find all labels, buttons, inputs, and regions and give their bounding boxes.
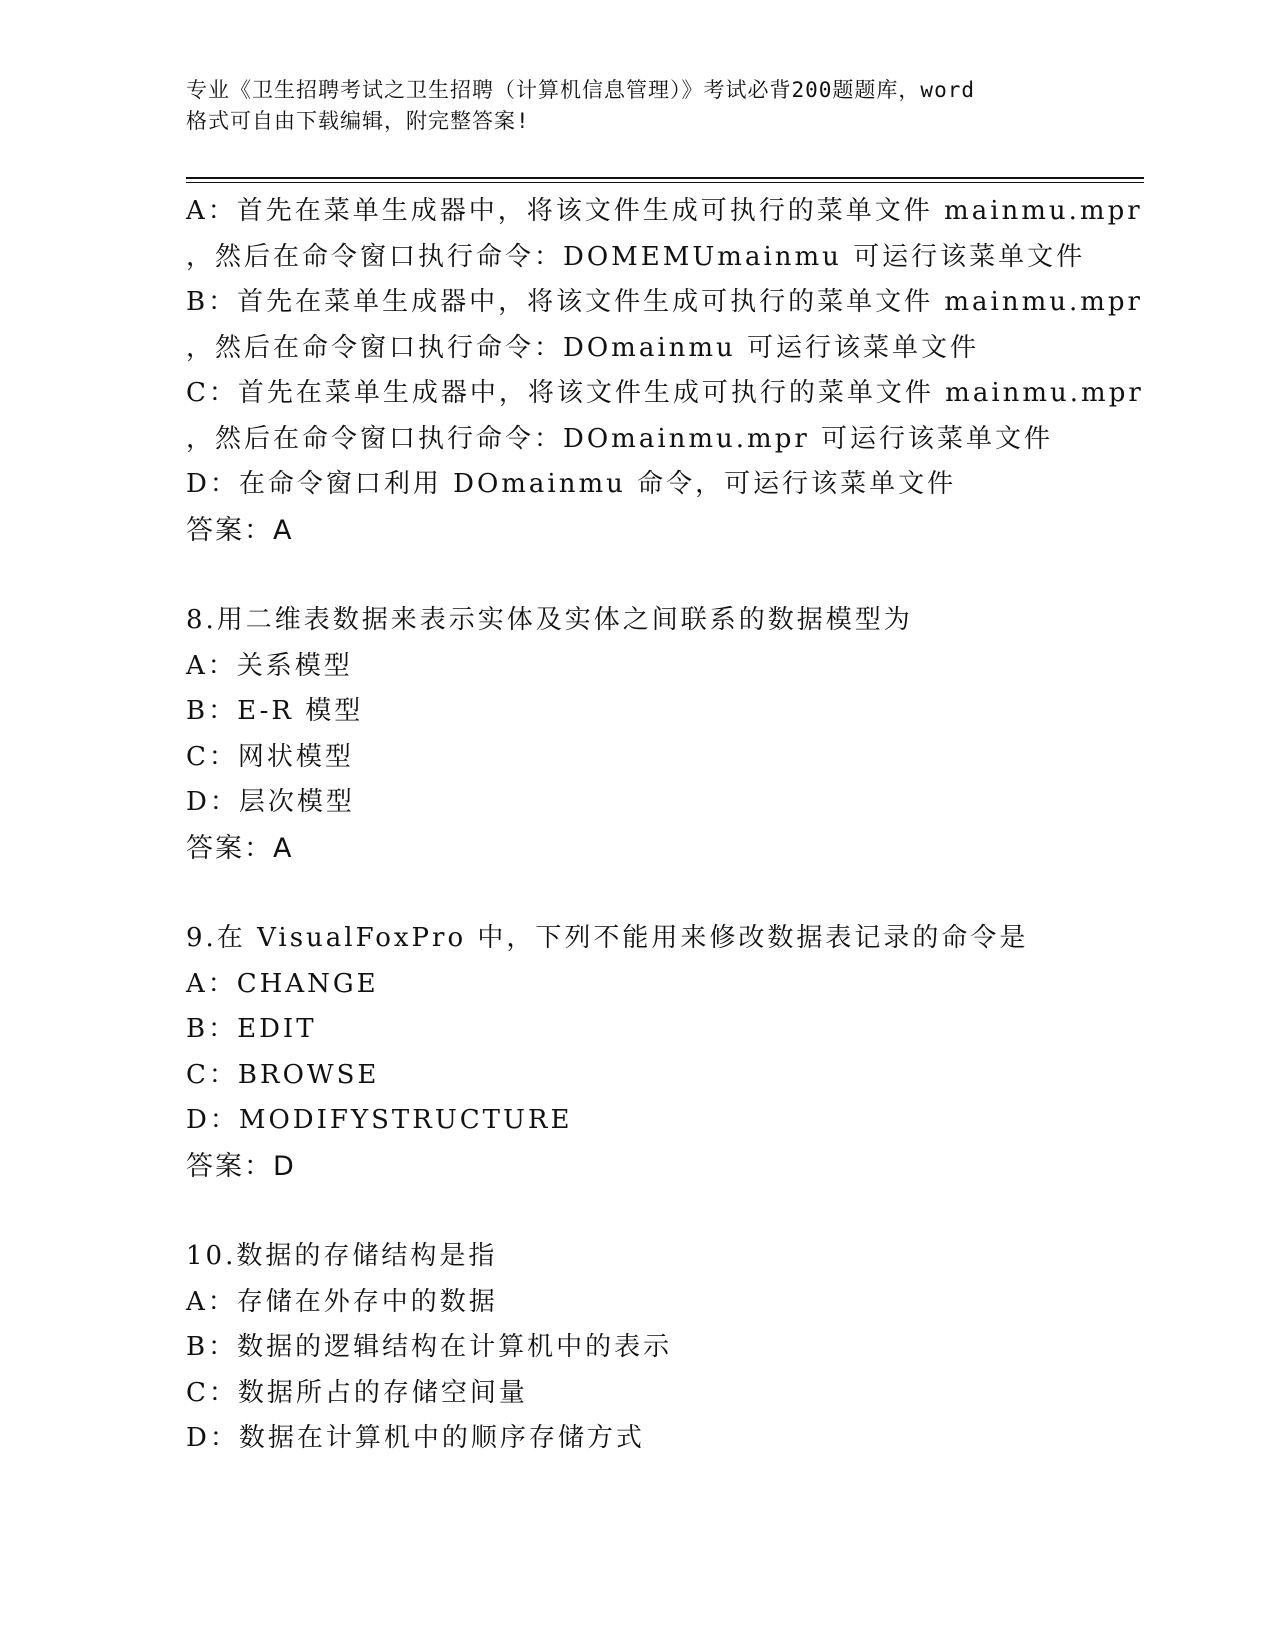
option-a: A：存储在外存中的数据 <box>186 1286 498 1317</box>
question-stem: 8.用二维表数据来表示实体及实体之间联系的数据模型为 <box>186 605 913 635</box>
option-line: ，然后在命令窗口执行命令：DOmainmu.mpr 可运行该菜单文件 <box>186 423 1054 454</box>
header-rule-thick <box>186 177 1144 179</box>
answer-label: 答案：A <box>186 514 294 546</box>
question-10-block <box>186 1234 1116 1462</box>
answer-label: 答案：A <box>186 832 294 864</box>
option-line: D：在命令窗口利用 DOmainmu 命令，可运行该菜单文件 <box>186 469 957 499</box>
option-line: C：首先在菜单生成器中，将该文件生成可执行的菜单文件 mainmu.mpr <box>186 378 1144 408</box>
option-b: B：数据的逻辑结构在计算机中的表示 <box>186 1332 673 1362</box>
option-line: ，然后在命令窗口执行命令：DOmainmu 可运行该菜单文件 <box>186 332 980 363</box>
question-8-block <box>186 598 1116 871</box>
option-line: ，然后在命令窗口执行命令：DOMEMUmainmu 可运行该菜单文件 <box>186 241 1086 272</box>
answer-label: 答案：D <box>186 1150 296 1182</box>
header-rule-thin <box>186 182 1144 183</box>
option-line: B：首先在菜单生成器中，将该文件生成可执行的菜单文件 mainmu.mpr <box>186 287 1143 317</box>
option-d: D：层次模型 <box>186 787 355 817</box>
option-line: A：首先在菜单生成器中，将该文件生成可执行的菜单文件 mainmu.mpr <box>186 196 1143 226</box>
option-b: B：E-R 模型 <box>186 696 364 726</box>
header-line-1: 专业《卫生招聘考试之卫生招聘（计算机信息管理）》考试必背200题题库，word <box>186 78 975 102</box>
option-a: A：CHANGE <box>186 968 379 999</box>
option-c: C：BROWSE <box>186 1059 380 1090</box>
option-a: A：关系模型 <box>186 650 353 681</box>
option-d: D：数据在计算机中的顺序存储方式 <box>186 1423 645 1453</box>
question-7-block <box>186 189 1144 553</box>
question-stem: 9.在 VisualFoxPro 中，下列不能用来修改数据表记录的命令是 <box>186 923 1029 953</box>
option-c: C：数据所占的存储空间量 <box>186 1377 528 1408</box>
header-line-2: 格式可自由下载编辑，附完整答案! <box>186 109 530 133</box>
option-c: C：网状模型 <box>186 741 354 772</box>
question-9-block <box>186 916 1116 1189</box>
option-b: B：EDIT <box>186 1014 317 1044</box>
document-header <box>186 75 1086 137</box>
question-stem: 10.数据的存储结构是指 <box>186 1241 498 1271</box>
document-body <box>186 189 1144 1462</box>
option-d: D：MODIFYSTRUCTURE <box>186 1105 573 1135</box>
